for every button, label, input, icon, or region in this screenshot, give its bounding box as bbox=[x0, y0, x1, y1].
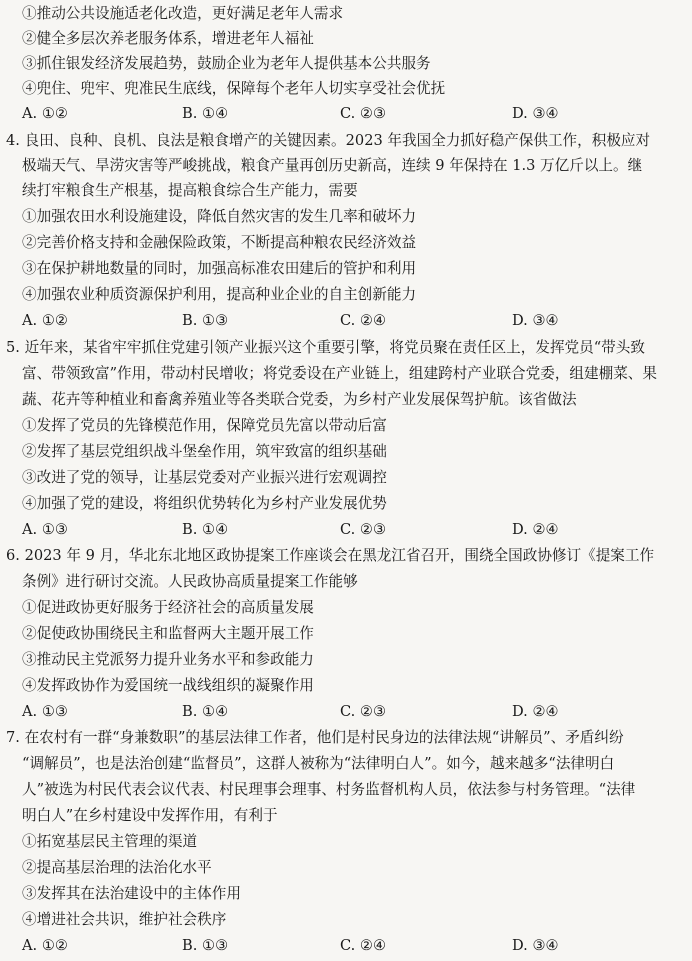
q6-option-c: C. ②③ bbox=[340, 703, 387, 720]
q5-item-1: ①发挥了党员的先锋模范作用，保障党员先富以带动后富 bbox=[22, 417, 387, 434]
q5-stem-line-3: 蔬、花卉等种植业和畜禽养殖业等各类联合党委，为乡村产业发展保驾护航。该省做法 bbox=[22, 391, 577, 408]
q3-item-4: ④兜住、兜牢、兜准民生底线，保障每个老年人切实享受社会优抚 bbox=[22, 80, 446, 97]
q6-item-4: ④发挥政协作为爱国统一战线组织的凝聚作用 bbox=[22, 677, 314, 694]
q6-item-2: ②促使政协围绕民主和监督两大主题开展工作 bbox=[22, 625, 314, 642]
q3-option-a: A. ①② bbox=[22, 105, 68, 122]
q4-option-c: C. ②④ bbox=[340, 312, 387, 329]
q6-option-d: D. ②④ bbox=[512, 703, 559, 720]
q4-option-a: A. ①② bbox=[22, 312, 68, 329]
q4-item-1: ①加强农田水利设施建设，降低自然灾害的发生几率和破坏力 bbox=[22, 208, 417, 225]
q3-item-2: ②健全多层次养老服务体系，增进老年人福祉 bbox=[22, 30, 314, 47]
q6-item-3: ③推动民主党派努力提升业务水平和参政能力 bbox=[22, 651, 314, 668]
q7-stem-line-4: 明白人”在乡村建设中发挥作用，有利于 bbox=[22, 807, 278, 824]
q4-item-3: ③在保护耕地数量的同时，加强高标准农田建后的管护和利用 bbox=[22, 260, 417, 277]
q6-stem-line-1: 6. 2023 年 9 月，华北东北地区政协提案工作座谈会在黑龙江省召开，围绕全国政协修订《提案工作 bbox=[6, 547, 655, 564]
q7-option-b: B. ①③ bbox=[182, 937, 229, 954]
q7-item-2: ②提高基层治理的法治化水平 bbox=[22, 859, 212, 876]
q4-stem-line-1: 4. 良田、良种、良机、良法是粮食增产的关键因素。2023 年我国全力抓好稳产保供工作，积极应对 bbox=[6, 132, 651, 149]
q7-option-a: A. ①② bbox=[22, 937, 68, 954]
q3-item-1: ①推动公共设施适老化改造，更好满足老年人需求 bbox=[22, 5, 344, 22]
q3-option-b: B. ①④ bbox=[182, 105, 229, 122]
q4-option-b: B. ①③ bbox=[182, 312, 229, 329]
q7-item-4: ④增进社会共识，维护社会秩序 bbox=[22, 911, 227, 928]
q4-option-d: D. ③④ bbox=[512, 312, 559, 329]
q7-item-1: ①拓宽基层民主管理的渠道 bbox=[22, 833, 198, 850]
q5-item-3: ③改进了党的领导，让基层党委对产业振兴进行宏观调控 bbox=[22, 469, 387, 486]
q4-stem-line-3: 续打牢粮食生产根基，提高粮食综合生产能力，需要 bbox=[22, 182, 358, 199]
q3-option-c: C. ②③ bbox=[340, 105, 387, 122]
q7-stem-line-1: 7. 在农村有一群“身兼数职”的基层法律工作者，他们是村民身边的法律法规“讲解员”、矛盾纠纷 bbox=[6, 729, 624, 746]
q7-option-c: C. ②④ bbox=[340, 937, 387, 954]
q7-stem-line-2: “调解员”，也是法治创建“监督员”，这群人被称为“法律明白人”。如今，越来越多“法律明白 bbox=[22, 755, 615, 772]
q5-item-4: ④加强了党的建设，将组织优势转化为乡村产业发展优势 bbox=[22, 495, 387, 512]
q5-item-2: ②发挥了基层党组织战斗堡垒作用，筑牢致富的组织基础 bbox=[22, 443, 387, 460]
q6-option-a: A. ①③ bbox=[22, 703, 68, 720]
q5-option-a: A. ①③ bbox=[22, 521, 68, 538]
q3-item-3: ③抓住银发经济发展趋势，鼓励企业为老年人提供基本公共服务 bbox=[22, 55, 431, 72]
q6-stem-line-2: 条例》进行研讨交流。人民政协高质量提案工作能够 bbox=[22, 573, 358, 590]
q5-option-b: B. ①④ bbox=[182, 521, 229, 538]
q4-item-4: ④加强农业种质资源保护利用，提高种业企业的自主创新能力 bbox=[22, 286, 417, 303]
q3-option-d: D. ③④ bbox=[512, 105, 559, 122]
q5-option-c: C. ②③ bbox=[340, 521, 387, 538]
q7-item-3: ③发挥其在法治建设中的主体作用 bbox=[22, 885, 241, 902]
q4-stem-line-2: 极端天气、旱涝灾害等严峻挑战，粮食产量再创历史新高，连续 9 年保持在 1.3 万亿斤以上。继 bbox=[22, 157, 643, 174]
q5-stem-line-1: 5. 近年来，某省牢牢抓住党建引领产业振兴这个重要引擎，将党员聚在责任区上，发挥党员“带头致 bbox=[6, 339, 645, 356]
q6-item-1: ①促进政协更好服务于经济社会的高质量发展 bbox=[22, 599, 314, 616]
q6-option-b: B. ①④ bbox=[182, 703, 229, 720]
q4-item-2: ②完善价格支持和金融保险政策，不断提高种粮农民经济效益 bbox=[22, 234, 417, 251]
q5-stem-line-2: 富、带领致富”作用，带动村民增收；将党委设在产业链上，组建跨村产业联合党委，组建棚菜、果 bbox=[22, 365, 657, 382]
q7-stem-line-3: 人”被选为村民代表会议代表、村民理事会理事、村务监督机构人员，依法参与村务管理。“法律 bbox=[22, 781, 636, 798]
q5-option-d: D. ②④ bbox=[512, 521, 559, 538]
q7-option-d: D. ③④ bbox=[512, 937, 559, 954]
